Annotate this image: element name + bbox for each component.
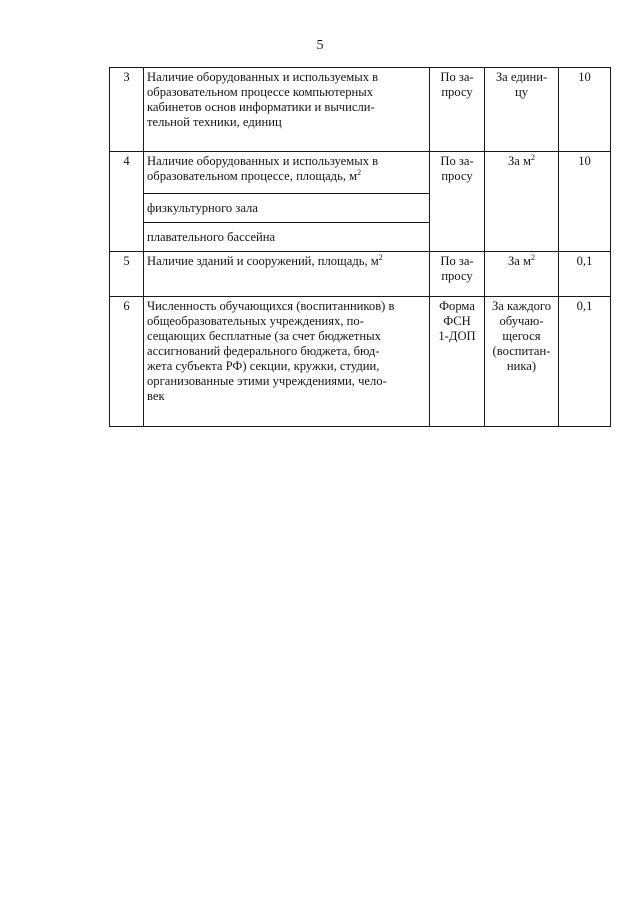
indicator-main: Наличие оборудованных и используемых в образовательном процессе, площадь, м [147, 154, 379, 183]
criteria-table [109, 67, 611, 427]
weight-cell: 0,1 [559, 297, 611, 427]
sub-item: физкультурного зала [144, 194, 430, 223]
indicator-main: Наличие зданий и сооружений, площадь, м [147, 254, 379, 268]
unit-cell: За едини- цу [485, 68, 559, 152]
unit-text: За м [507, 254, 532, 268]
source-cell: По за- просу [430, 152, 485, 252]
unit-cell [485, 152, 559, 252]
sub-item: плавательного бассейна [144, 223, 430, 252]
row-number: 4 [110, 152, 144, 252]
source-cell: По за- просу [430, 68, 485, 152]
source-cell: По за- просу [430, 252, 485, 297]
indicator-superscript: 2 [378, 252, 383, 262]
weight-cell: 0,1 [559, 252, 611, 297]
unit-cell [485, 252, 559, 297]
unit-superscript: 2 [531, 152, 536, 162]
row-number: 6 [110, 297, 144, 427]
row-number: 5 [110, 252, 144, 297]
weight-cell: 10 [559, 68, 611, 152]
indicator-text [144, 252, 430, 297]
page-number: 5 [316, 38, 324, 53]
table-row [110, 297, 611, 427]
unit-superscript: 2 [531, 252, 536, 262]
row-number: 3 [110, 68, 144, 152]
indicator-superscript: 2 [357, 167, 362, 177]
indicator-text: Наличие оборудованных и используемых в образовательном процессе компьютерных кабинетов основ информатики и вычисли- тельной техники, единиц [144, 68, 430, 152]
indicator-text: Численность обучающихся (воспитанников) в общеобразовательных учреждениях, по- сещающих бесплатные (за счет бюджетных ассигнований федерального бюджета, бюд- жета субъекта РФ) секции, кружки, студии, организованные этими учреждениями, чело- век [144, 297, 430, 427]
table-row [110, 68, 611, 152]
indicator-text [144, 152, 430, 194]
table-row [110, 252, 611, 297]
unit-text: За м [507, 154, 532, 168]
source-cell: Форма ФСН 1-ДОП [430, 297, 485, 427]
unit-cell: За каждого обучаю- щегося (воспитан- ника) [485, 297, 559, 427]
weight-cell: 10 [559, 152, 611, 252]
table-row [110, 152, 611, 194]
